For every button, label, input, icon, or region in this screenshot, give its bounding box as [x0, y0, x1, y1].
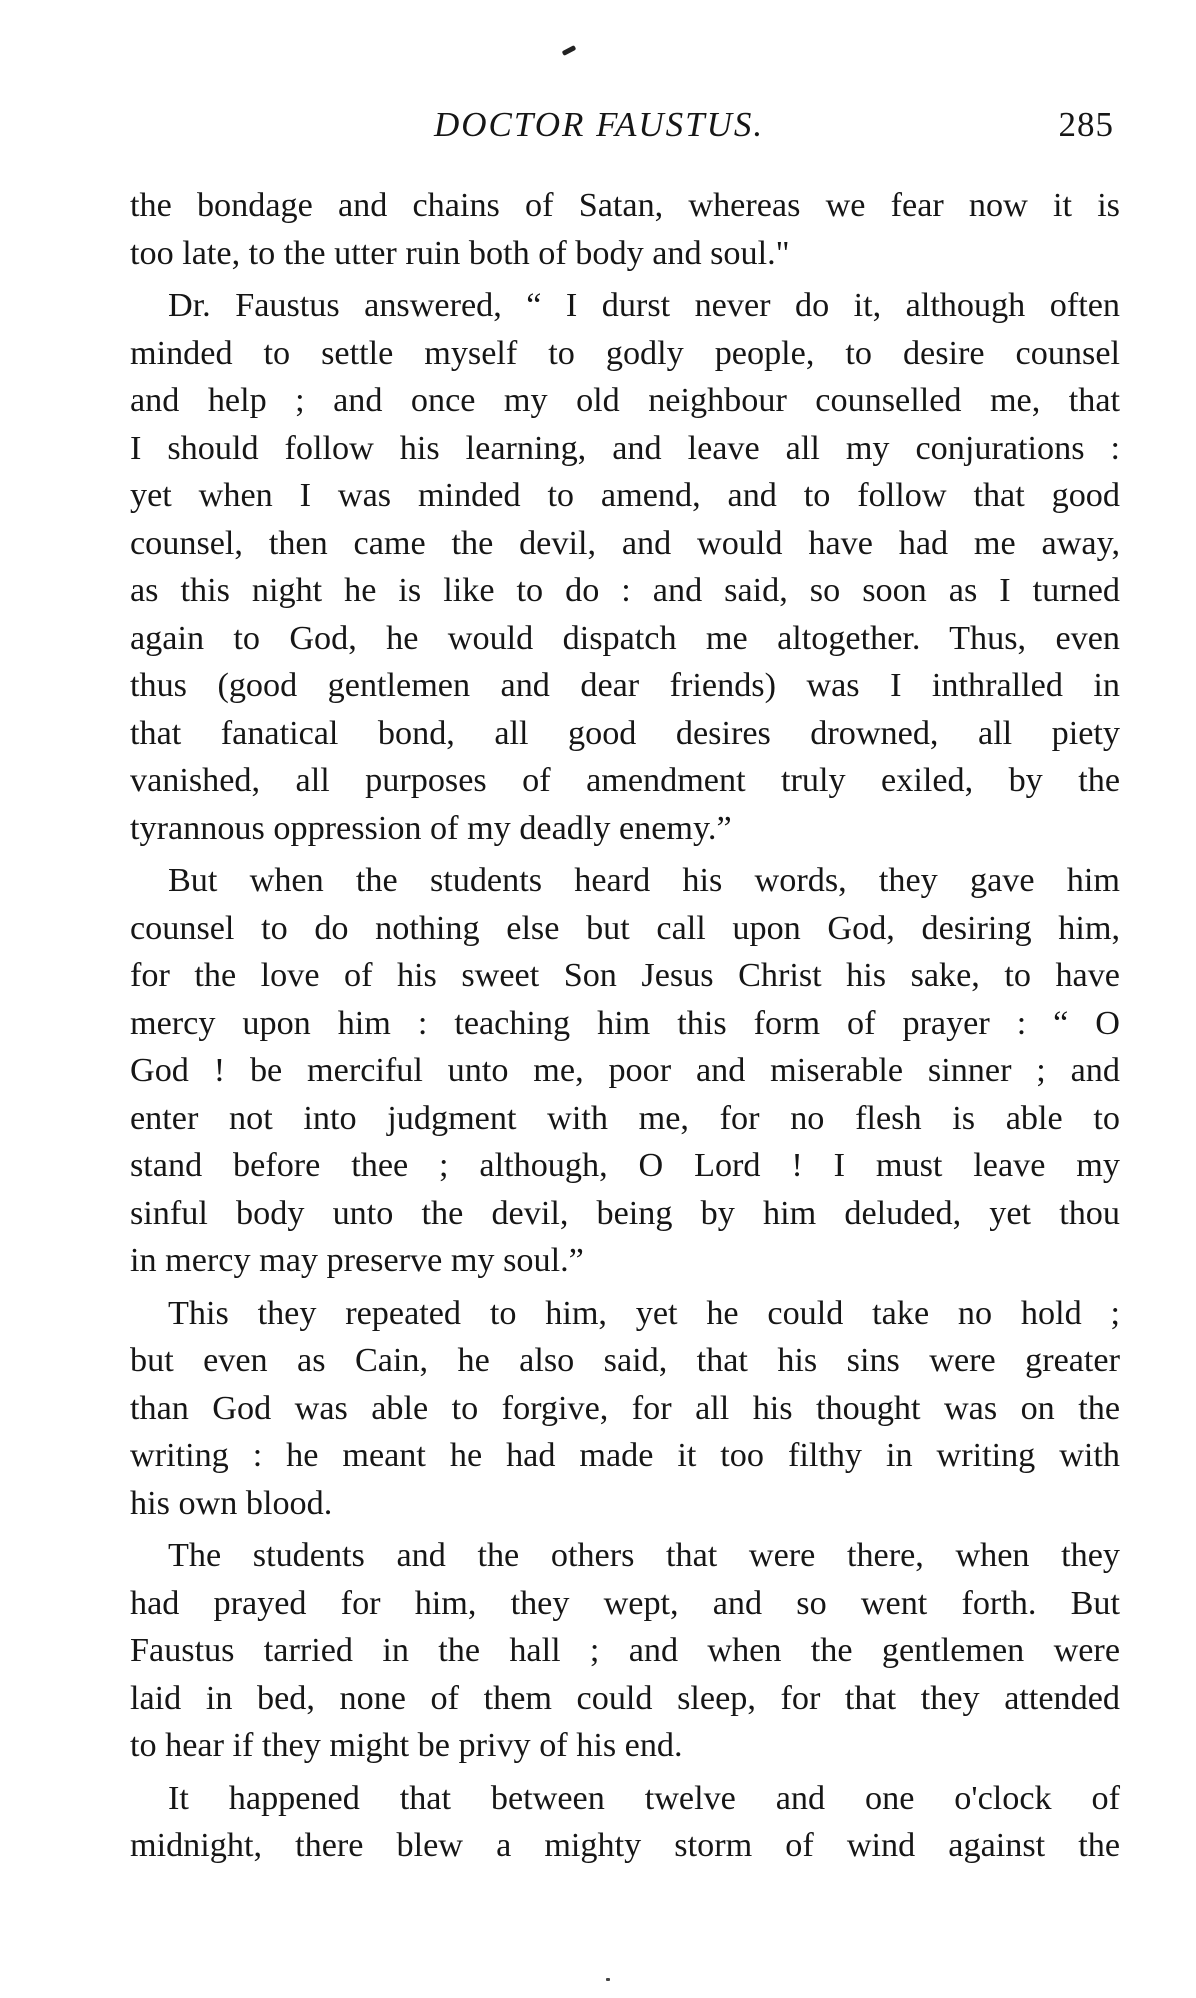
paragraph-1	[130, 182, 1120, 277]
text-line: counsel, then came the devil, and would have had me away,	[130, 524, 1120, 562]
paragraph-5	[130, 1532, 1120, 1770]
text-line: mercy upon him : teaching him this form of prayer : “ O	[130, 1004, 1120, 1042]
text-line: to hear if they might be privy of his end.	[130, 1727, 683, 1764]
page-number: 285	[1058, 105, 1114, 144]
text-line: laid in bed, none of them could sleep, for that they attended	[130, 1679, 1120, 1717]
text-line: writing : he meant he had made it too filthy in writing with	[130, 1437, 1120, 1474]
ink-speck-mark	[606, 1978, 610, 1981]
text-line: his own blood.	[130, 1484, 333, 1522]
text-line: again to God, he would dispatch me altogether. Thus, even	[130, 619, 1120, 657]
text-line: the bondage and chains of Satan, whereas we fear now it is	[130, 187, 1120, 224]
paragraph-3	[130, 857, 1120, 1285]
text-line: stand before thee ; although, O Lord ! I must leave my	[130, 1147, 1120, 1184]
text-line: enter not into judgment with me, for no flesh is able to	[130, 1099, 1120, 1137]
text-line: vanished, all purposes of amendment truly exiled, by the	[130, 762, 1120, 799]
running-header	[130, 100, 1120, 150]
text-line: But when the students heard his words, they gave him	[168, 862, 1120, 899]
paragraph-6	[130, 1775, 1120, 1870]
text-line: I should follow his learning, and leave all my conjurations :	[130, 429, 1120, 467]
text-line: It happened that between twelve and one o'clock of	[168, 1779, 1120, 1817]
text-line: but even as Cain, he also said, that his sins were greater	[130, 1342, 1120, 1379]
text-line: for the love of his sweet Son Jesus Christ his sake, to have	[130, 957, 1120, 994]
text-line: The students and the others that were there, when they	[168, 1537, 1120, 1574]
text-line: tyrannous oppression of my deadly enemy.”	[130, 809, 732, 847]
text-line: Faustus tarried in the hall ; and when the gentlemen were	[130, 1632, 1120, 1669]
ink-speck-mark	[562, 45, 577, 56]
text-line: sinful body unto the devil, being by him deluded, yet thou	[130, 1194, 1120, 1232]
text-line: This they repeated to him, yet he could take no hold ;	[168, 1294, 1120, 1332]
text-line: than God was able to forgive, for all his thought was on the	[130, 1389, 1120, 1427]
running-title: DOCTOR FAUSTUS.	[434, 105, 765, 144]
text-line: had prayed for him, they wept, and so went forth. But	[130, 1584, 1120, 1622]
text-line: Dr. Faustus answered, “ I durst never do it, although often	[168, 287, 1120, 324]
text-line: yet when I was minded to amend, and to follow that good	[130, 477, 1120, 514]
text-line: that fanatical bond, all good desires drowned, all piety	[130, 714, 1120, 752]
text-line: too late, to the utter ruin both of body and soul."	[130, 234, 790, 272]
text-line: and help ; and once my old neighbour counselled me, that	[130, 382, 1120, 419]
text-line: counsel to do nothing else but call upon God, desiring him,	[130, 909, 1120, 947]
text-line: thus (good gentlemen and dear friends) was I inthralled in	[130, 667, 1120, 704]
body-text	[130, 182, 1120, 1875]
paragraph-4	[130, 1290, 1120, 1528]
text-line: minded to settle myself to godly people, to desire counsel	[130, 334, 1120, 372]
paragraph-2	[130, 282, 1120, 852]
text-line: midnight, there blew a mighty storm of wind against the	[130, 1827, 1120, 1864]
text-line: God ! be merciful unto me, poor and miserable sinner ; and	[130, 1052, 1120, 1089]
text-line: as this night he is like to do : and said, so soon as I turned	[130, 572, 1120, 609]
text-line: in mercy may preserve my soul.”	[130, 1242, 584, 1279]
